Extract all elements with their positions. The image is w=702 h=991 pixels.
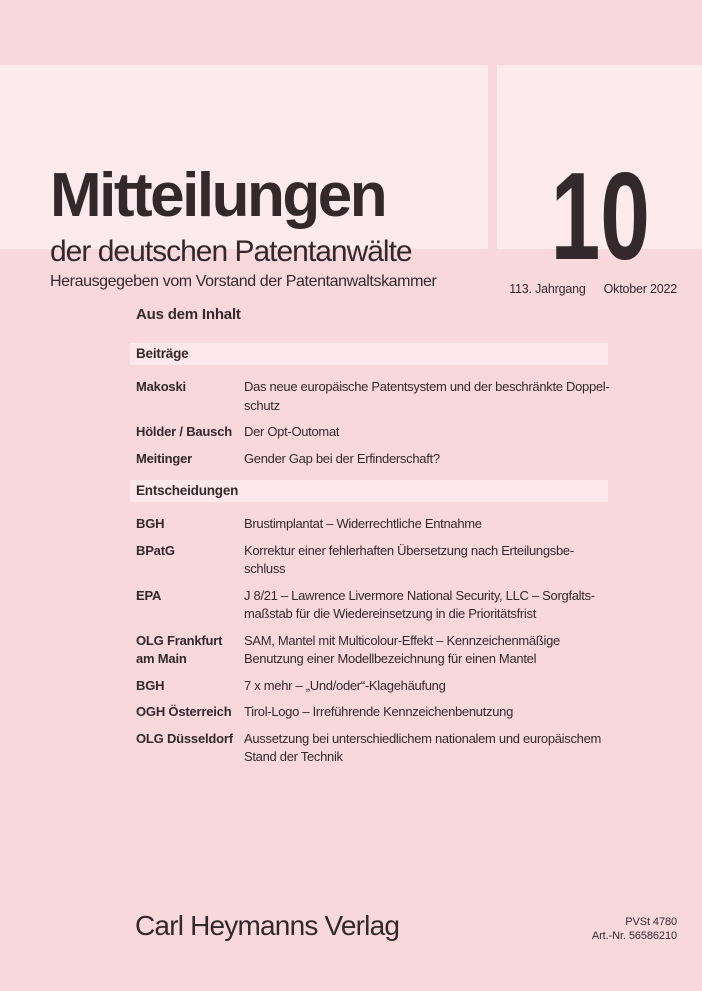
section-bar-beitraege [130,343,608,365]
toc-author: BGH [136,516,165,531]
toc-title: Gender Gap bei der Erfinderschaft? [244,450,440,466]
journal-subtitle: der deutschen Patentanwälte [50,235,412,268]
section-label: Entscheidungen [136,483,239,498]
toc-title: J 8/21 – Lawrence Livermore National Security, LLC – Sorgfalts- maßstab für die Wiedereinsetzung in die Prioritätsfrist [244,587,595,621]
toc-row [130,632,608,669]
journal-title: Mitteilungen [50,161,386,230]
toc-author: OLG Frankfurt am Main [136,632,223,666]
toc-author: Makoski [136,379,186,394]
issue-number: 10 [550,148,650,286]
toc-title: Der Opt-Outomat [244,424,340,439]
toc-row [130,378,608,415]
toc-row [130,703,608,722]
toc-title: Tirol-Logo – Irreführende Kennzeichenbenutzung [244,704,514,719]
toc-row [130,450,608,469]
toc-title: SAM, Mantel mit Multicolour-Effekt – Kennzeichenmäßige Benutzung einer Modellbezeichnung für einen Mantel [244,632,560,666]
toc-heading: Aus dem Inhalt [136,306,241,323]
toc-rows-beitraege [130,378,608,468]
print-info [592,915,677,943]
toc-rows-entscheidungen [130,515,608,767]
table-of-contents [130,306,608,775]
toc-author: OLG Düsseldorf [136,730,233,746]
toc-author: Hölder / Bausch [136,424,232,439]
toc-row [130,515,608,534]
toc-author: Meitinger [136,450,192,466]
toc-author: OGH Österreich [136,704,232,719]
journal-tagline: Herausgegeben vom Vorstand der Patentanwaltskammer [50,273,437,290]
toc-author: BGH [136,677,165,693]
toc-row [130,423,608,442]
toc-title: Aussetzung bei unterschiedlichem nationalem und europäischem Stand der Technik [244,730,602,764]
toc-title: Brustimplantat – Widerrechtliche Entnahme [244,516,482,531]
toc-row [130,542,608,579]
section-bar-entscheidungen [130,480,608,502]
toc-row [130,677,608,696]
toc-title: Korrektur einer fehlerhaften Übersetzung nach Erteilungsbe- schluss [244,542,574,576]
toc-author: EPA [136,587,162,603]
section-label: Beiträge [136,346,189,361]
toc-title: Das neue europäische Patentsystem und der beschränkte Doppel- schutz [244,379,610,413]
toc-row [130,730,608,767]
toc-row [130,587,608,624]
toc-author: BPatG [136,542,175,558]
volume-label: 113. Jahrgang [509,282,586,296]
postal-label: PVSt 4780 [625,916,677,928]
article-number: Art.-Nr. 56586210 [591,930,677,942]
issue-panel [497,65,702,296]
toc-title: 7 x mehr – „Und/oder“-Klagehäufung [244,677,446,693]
issue-date: Oktober 2022 [603,282,677,296]
publisher-name: Carl Heymanns Verlag [135,910,400,941]
masthead-panel [0,65,488,290]
issue-meta [509,282,677,296]
